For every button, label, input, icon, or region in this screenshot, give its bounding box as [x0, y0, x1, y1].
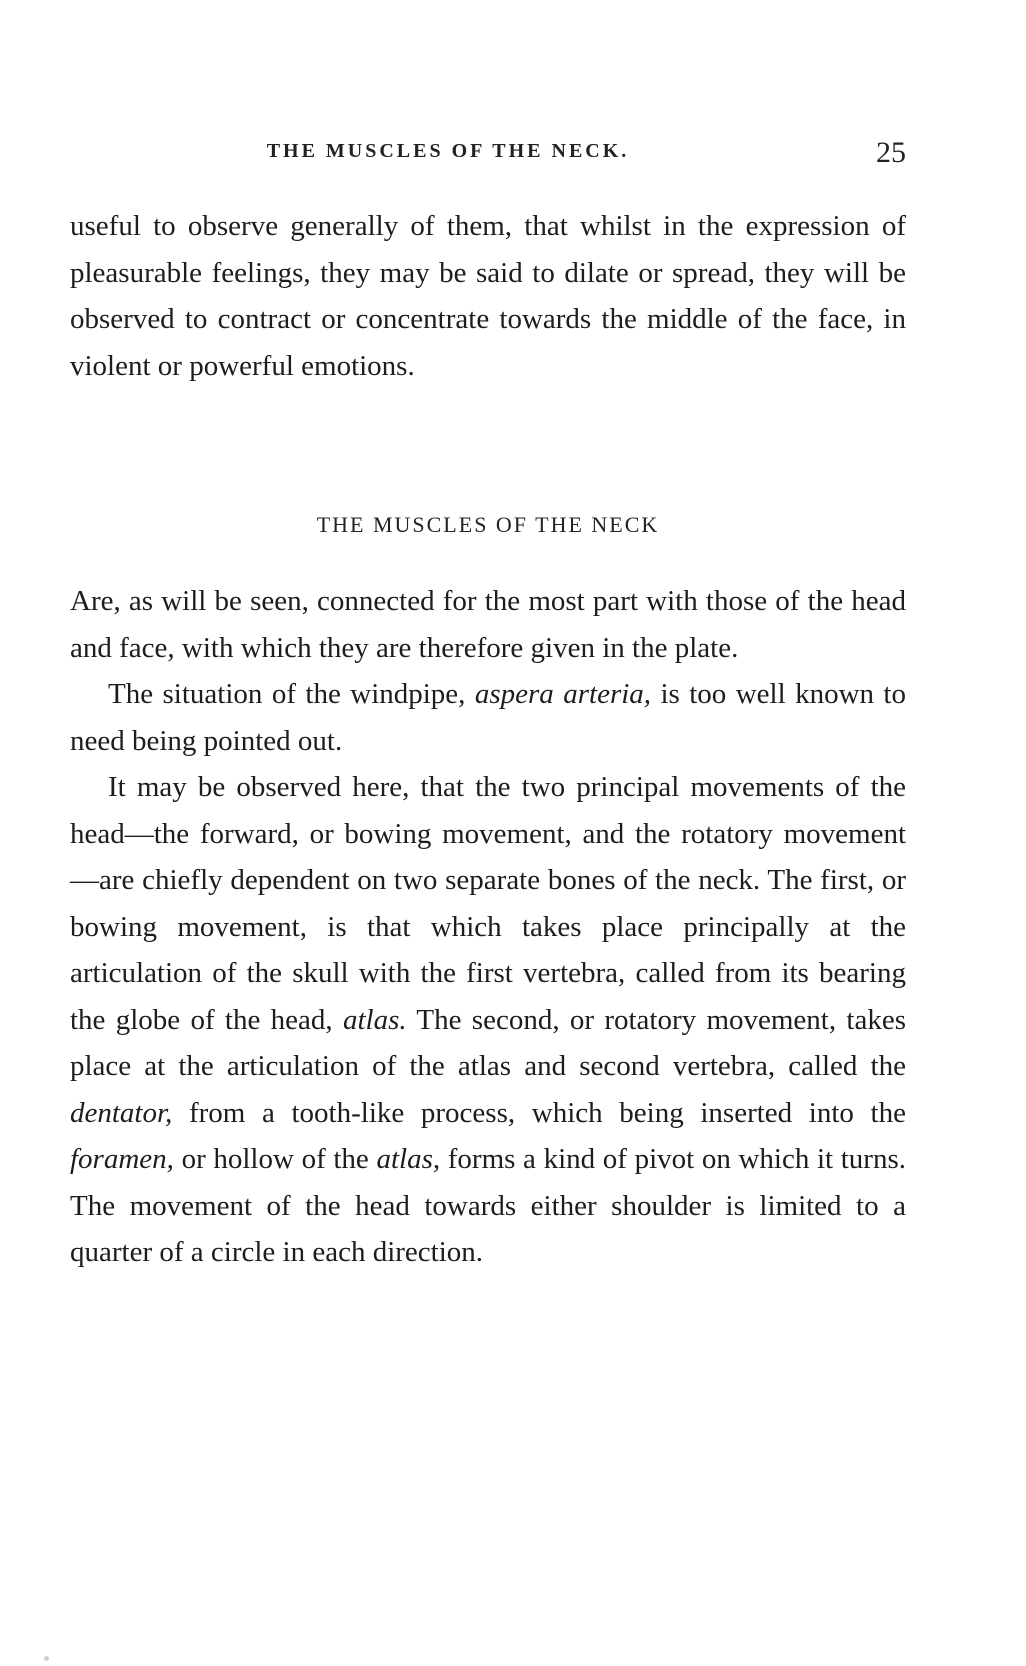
paragraph-3-text-c: from a tooth-like process, which being inserted into the: [172, 1096, 906, 1129]
paragraph-2-text-b: is too well known to need being pointed out.: [70, 678, 906, 757]
paragraph-3-text-d: or hollow of the: [173, 1143, 377, 1175]
paper-speck: [44, 1656, 49, 1661]
paragraph-2: [70, 671, 906, 764]
continuation-text: useful to observe generally of them, that whilst in the expression of pleasurable feelings, they may be said to dilate or spread, they will be observed to contract or concentrate towards the middle of the face, in violent or powerful emotions.: [70, 210, 906, 382]
section-heading: THE MUSCLES OF THE NECK: [316, 512, 660, 537]
paragraph-3-text-b: The second, or rotatory movement, takes place at the articulation of the atlas and second vertebra, called the: [70, 1003, 906, 1082]
paragraph-2-text-a: The situation of the windpipe,: [108, 678, 475, 710]
italic-term-atlas: atlas.: [342, 1003, 407, 1036]
page-number: 25: [876, 136, 906, 169]
italic-term-foramen: foramen,: [70, 1143, 174, 1175]
paragraph-1: Are, as will be seen, connected for the most part with those of the head and face, with which they are therefore given in the plate.: [70, 585, 906, 664]
paragraph-3-text-a: It may be observed here, that the two principal movements of the head—the forward, or bowing movement, and the rotatory movement—are chiefly dependent on two separate bones of the neck. The first, or bowing movement, is that which takes place principally at the articulation of the skull with the first vertebra, called from its bearing the globe of the head,: [70, 771, 906, 1036]
italic-term-aspera-arteria: aspera arteria,: [474, 678, 652, 710]
running-header: [70, 136, 906, 170]
continuation-paragraph: [70, 203, 906, 389]
running-title: THE MUSCLES OF THE NECK.: [266, 140, 630, 162]
paragraph-3: [70, 764, 906, 1276]
section-body: [70, 578, 906, 1276]
paragraph-3-text-e: forms a kind of pivot on which it turns. The movement of the head towards either shoulder is limited to a quarter of a circle in each direction.: [70, 1143, 906, 1268]
italic-term-atlas-2: atlas,: [376, 1143, 441, 1175]
italic-term-dentator: dentator,: [70, 1096, 173, 1129]
